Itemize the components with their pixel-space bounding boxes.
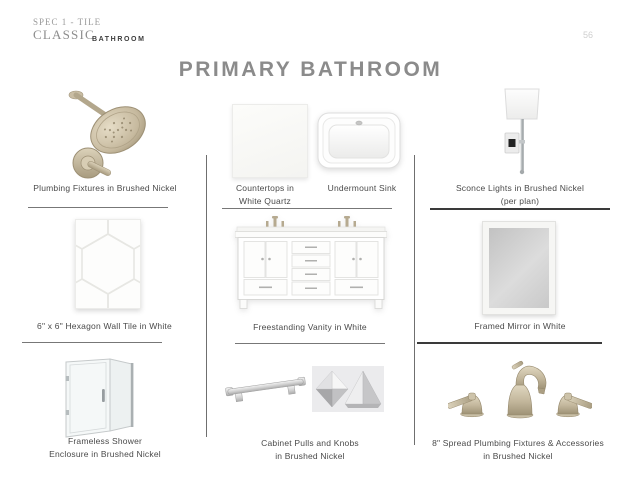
separator xyxy=(417,342,602,344)
shower-fixture-image xyxy=(38,86,178,182)
separator xyxy=(235,343,385,344)
shower-enclosure-image xyxy=(52,352,147,442)
caption-vanity: Freestanding Vanity in White xyxy=(253,322,367,332)
spec-label: SPEC 1 - TILE xyxy=(33,17,102,27)
caption-shower-enclosure: Frameless Shower Enclosure in Brushed Nickel xyxy=(49,436,161,459)
caption-spread-fixtures: 8" Spread Plumbing Fixtures & Accessories in Brushed Nickel xyxy=(432,438,604,461)
page-title: PRIMARY BATHROOM xyxy=(178,58,443,81)
spread-faucet-image xyxy=(448,352,592,426)
caption-sconce-lights: Sconce Lights in Brushed Nickel (per plan) xyxy=(455,183,585,206)
separator xyxy=(22,342,162,343)
separator xyxy=(28,207,168,208)
vanity-image xyxy=(235,216,387,312)
caption-undermount-sink: Undermount Sink xyxy=(327,183,397,193)
cabinet-knobs-image xyxy=(312,366,384,412)
caption-plumbing-fixtures: Plumbing Fixtures in Brushed Nickel xyxy=(33,183,177,193)
caption-countertops: Countertops in White Quartz xyxy=(235,183,295,206)
page-number: 56 xyxy=(582,30,593,40)
caption-framed-mirror: Framed Mirror in White xyxy=(474,321,566,331)
framed-mirror-image xyxy=(482,221,556,315)
mirror-glass xyxy=(489,228,549,308)
sconce-light-image xyxy=(492,87,548,181)
undermount-sink-image xyxy=(315,110,403,172)
caption-pulls-knobs: Cabinet Pulls and Knobs in Brushed Nickel xyxy=(261,438,359,461)
column-divider-left xyxy=(206,155,207,437)
hexagon-tile-image xyxy=(75,219,141,309)
caption-hexagon-tile: 6" x 6" Hexagon Wall Tile in White xyxy=(37,321,172,331)
tab-bathroom[interactable]: BATHROOM xyxy=(92,36,146,43)
cabinet-pull-image xyxy=(222,372,310,410)
column-divider-right xyxy=(414,155,415,445)
quartz-swatch-image xyxy=(232,104,308,178)
separator xyxy=(430,208,610,210)
collection-name: CLASSIC xyxy=(33,27,95,42)
separator xyxy=(222,208,392,209)
